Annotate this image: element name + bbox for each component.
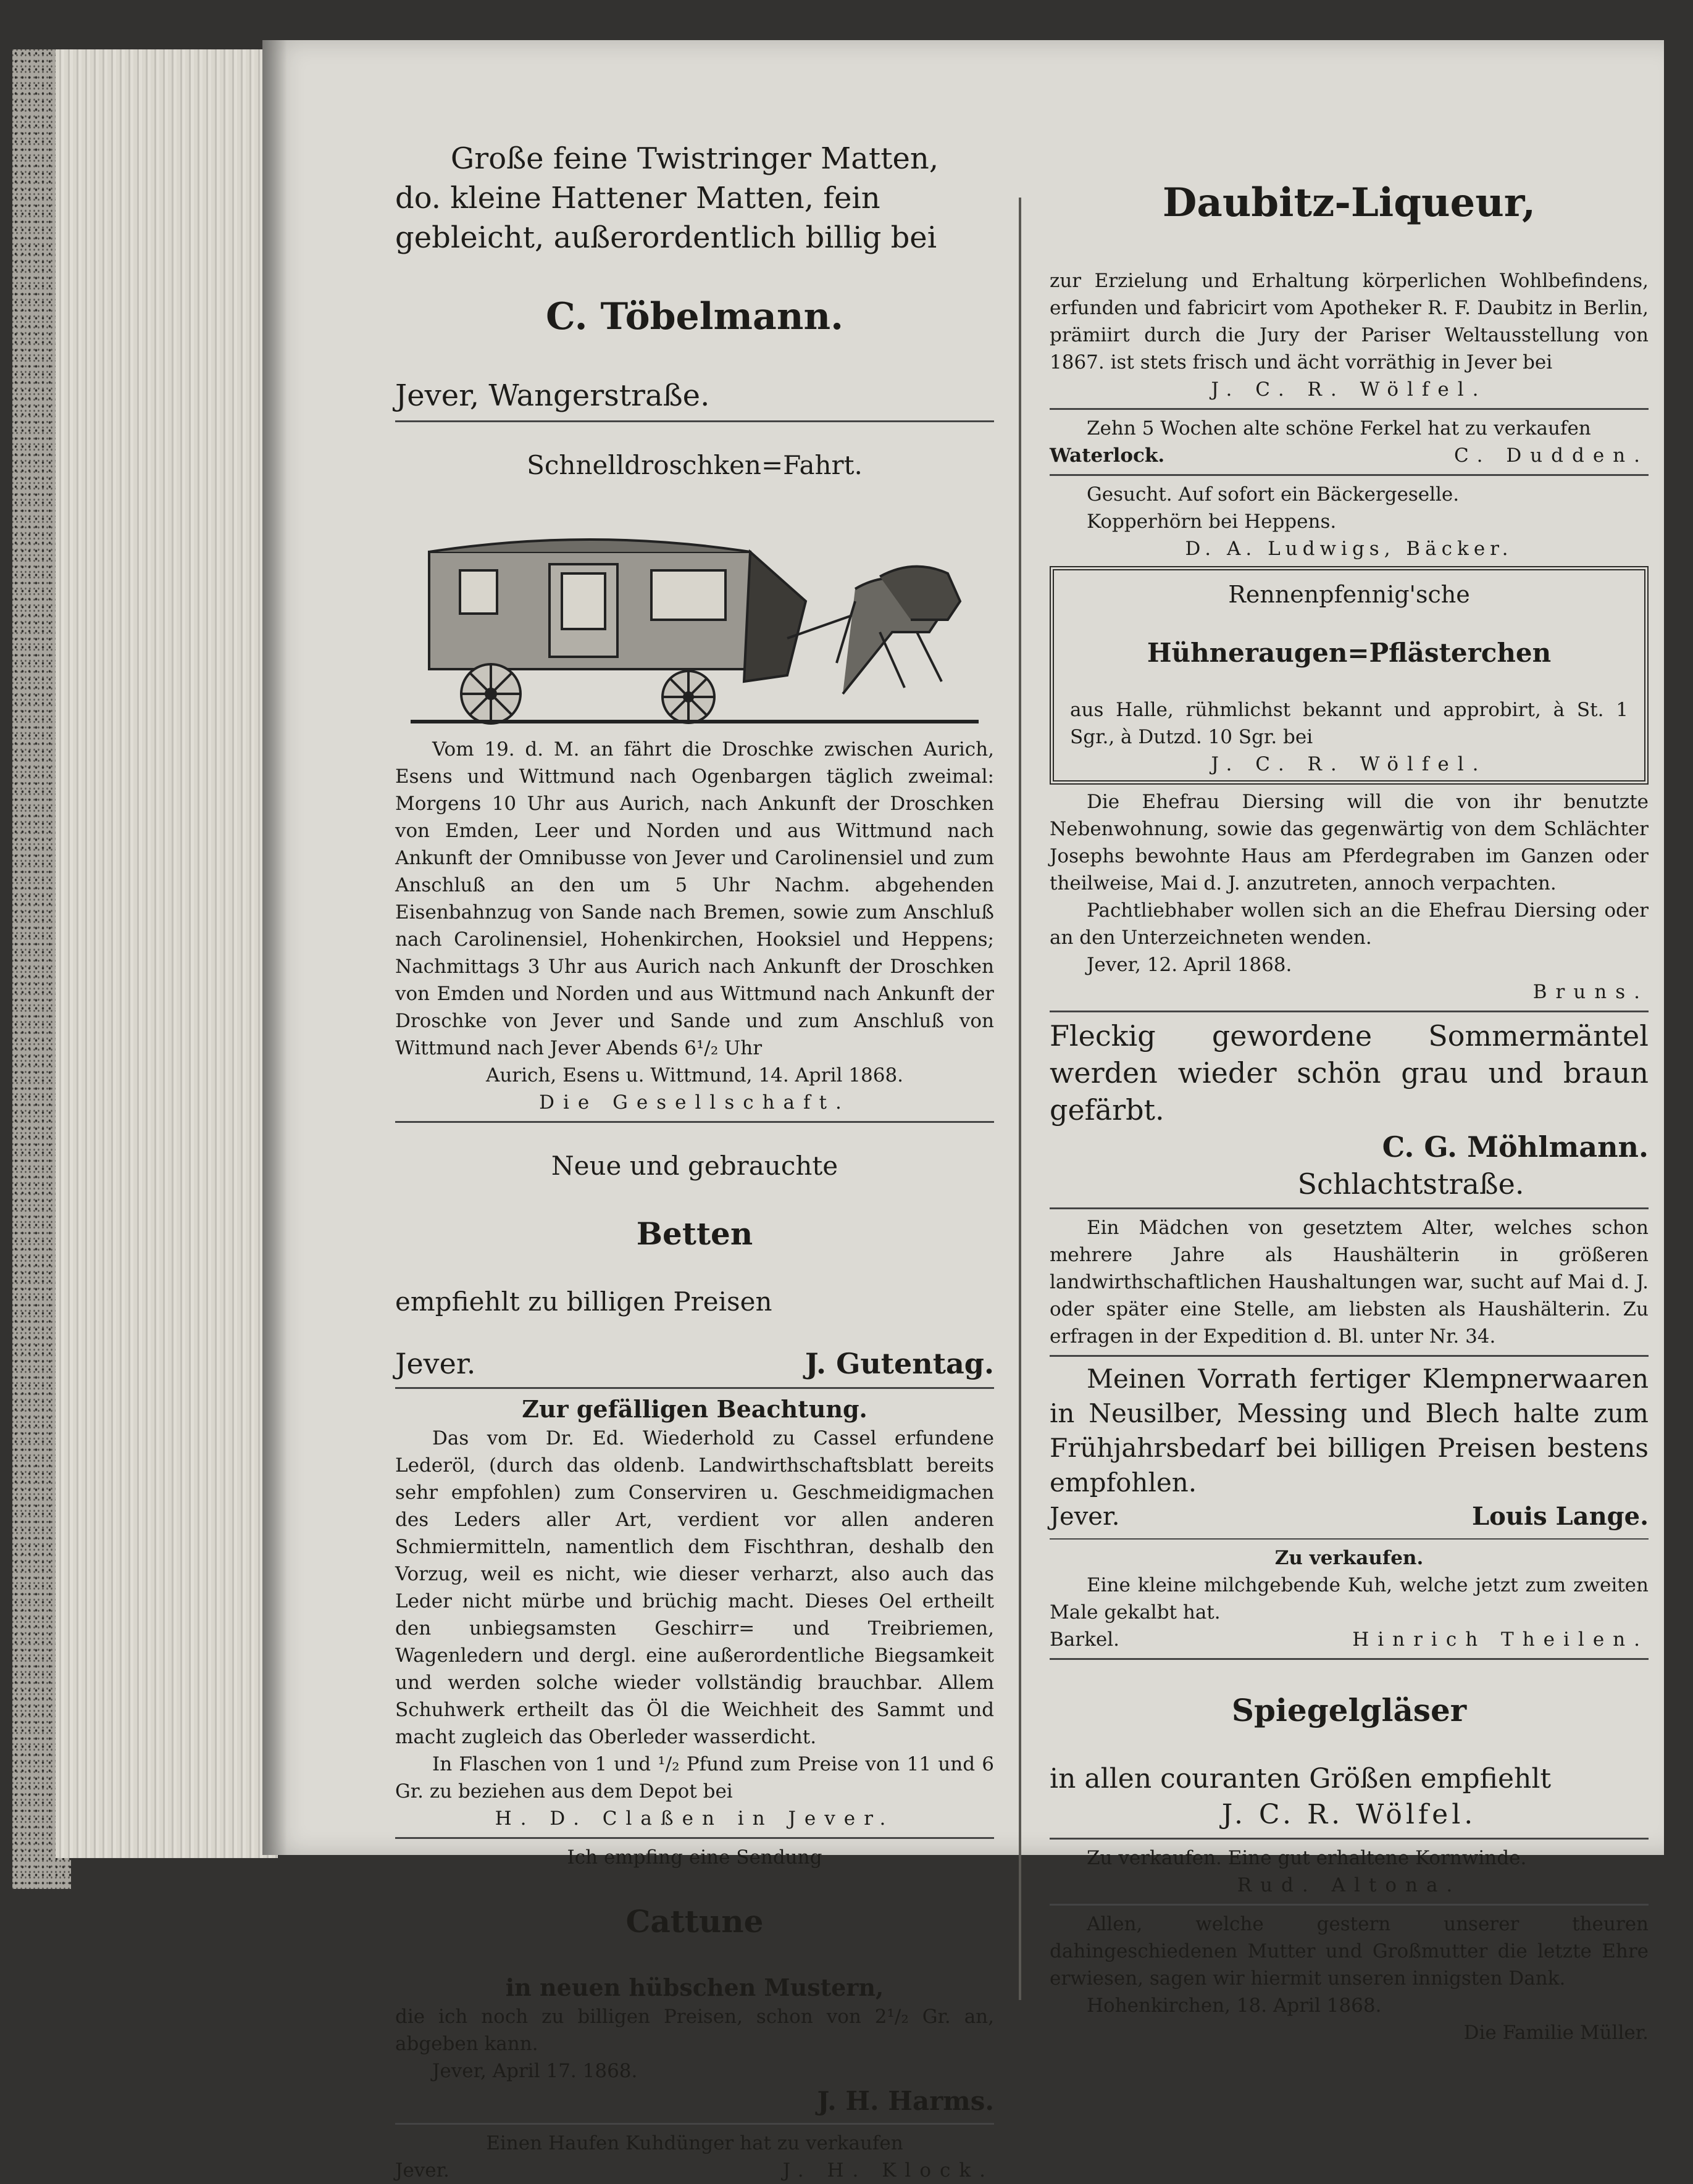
droschke-title: Schnelldroschken=Fahrt. — [527, 450, 863, 480]
kornwinde-signer: Rud. Altona. — [1237, 1874, 1461, 1896]
cattune-line-1: Ich empfing eine Sendung — [567, 1846, 822, 1869]
ad-spiegelglaeser — [1050, 1691, 1649, 1833]
right-column — [1050, 139, 1649, 2046]
ad-kuh — [1050, 1544, 1649, 1653]
diersing-signer: Bruns. — [1532, 981, 1649, 1003]
klempner-signature-row — [1050, 1500, 1649, 1533]
diersing-paragraph-1: Die Ehefrau Diersing will die von ihr benutzte Nebenwohnung, sowie das gegenwärtig von dem Schlächter Josephs bewohnte Haus am Pferdegraben im Ganzen oder theilweise, Mai d. J. anzutreten, annoch verpachten. — [1050, 791, 1649, 894]
ferkel-place: Waterlock. — [1050, 444, 1165, 467]
kuh-body: Eine kleine milchgebende Kuh, welche jetzt zum zweiten Male gekalbt hat. — [1050, 1574, 1649, 1623]
maedchen-body: Ein Mädchen von gesetztem Alter, welches schon mehrere Jahre als Haushälterin in größeren landwirthschaftlichen Haushaltungen war, sucht auf Mai d. J. oder später eine Stelle, am liebsten als Haushälterin. Zu erfragen in der Expedition d. Bl. unter Nr. 34. — [1050, 1217, 1649, 1348]
divider-rule — [395, 2123, 994, 2125]
lederoel-paragraph-2: In Flaschen von 1 und ¹/₂ Pfund zum Preise von 11 und 6 Gr. zu beziehen aus dem Depot bei — [395, 1753, 994, 1803]
klempner-place: Jever. — [1050, 1503, 1120, 1531]
ad-diersing — [1050, 788, 1649, 1006]
book-page-stack — [56, 49, 278, 1858]
ad-schnelldroschke — [395, 448, 994, 1116]
kuhduenger-line-1: Einen Haufen Kuhdünger hat zu verkaufen — [486, 2132, 903, 2154]
daubitz-body: zur Erzielung und Erhaltung körperlichen Wohlbefindens, erfunden und fabricirt vom Apotheker R. F. Daubitz in Berlin, prämiirt durch die Jury der Pariser Weltausstellung von 1867. ist stets frisch und ächt vorräthig in Jever bei — [1050, 270, 1649, 373]
kuh-signature-row — [1050, 1626, 1649, 1653]
spiegel-signer: J. C. R. Wölfel. — [1221, 1799, 1477, 1830]
faerber-body: Fleckig gewordene Sommermäntel werden wieder schön grau und braun gefärbt. — [1050, 1019, 1649, 1127]
dank-body: Allen, welche gestern unserer theuren dahingeschiedenen Mutter und Großmutter die letzte Ehre erwiesen, sagen wir hiermit unseren innigsten Dank. — [1050, 1913, 1649, 1990]
droschke-body: Vom 19. d. M. an fährt die Droschke zwischen Aurich, Esens und Wittmund nach Ogenbargen täglich zweimal: Morgens 10 Uhr aus Aurich, nach Ankunft der Droschken von Emden, Leer und Norden und aus Wittmund nach Ankunft der Omnibusse von Jever und Carolinensiel und zum Anschluß an den um 5 Uhr Nachm. abgehenden Eisenbahnzug von Sande nach Bremen, sowie zum Anschluß nach Carolinensiel, Hohenkirchen, Hooksiel und Heppens; Nachmittags 3 Uhr aus Aurich nach Ankunft der Droschken von Emden und Norden und aus Wittmund nach Ankunft der Droschke von Jever und Sande und zum Anschluß von Wittmund nach Jever Abends 6¹/₂ Uhr — [395, 738, 994, 1059]
gesucht-place: Kopperhörn bei Heppens. — [1087, 511, 1337, 533]
droschke-signer: Die Gesellschaft. — [539, 1091, 850, 1114]
cattune-line-3: in neuen hübschen Mustern, — [505, 1974, 884, 2001]
ad-ferkel — [1050, 415, 1649, 469]
betten-place: Jever. — [395, 1347, 476, 1380]
divider-rule — [395, 1837, 994, 1839]
betten-line-1: Neue und gebrauchte — [551, 1151, 838, 1181]
divider-rule — [395, 1121, 994, 1123]
gesucht-body: Gesucht. Auf sofort ein Bäckergeselle. — [1087, 483, 1460, 506]
kuhduenger-signer: J. H. Klock. — [782, 2159, 994, 2182]
ad-klempner — [1050, 1362, 1649, 1533]
kuhduenger-signature-row — [395, 2157, 994, 2184]
ad-danksagung — [1050, 1911, 1649, 2046]
ad-huehneraugen — [1050, 566, 1649, 785]
matten-line-1: Große feine Twistringer Matten, — [450, 141, 939, 176]
kuhduenger-place: Jever. — [395, 2159, 449, 2182]
ad-cattune — [395, 1844, 994, 2118]
droschke-dateline: Aurich, Esens u. Wittmund, 14. April 1868. — [485, 1064, 904, 1086]
betten-line-3: empfiehlt zu billigen Preisen — [395, 1286, 772, 1317]
divider-rule — [1050, 408, 1649, 410]
faerber-street: Schlachtstraße. — [1297, 1167, 1524, 1201]
ad-maedchen — [1050, 1214, 1649, 1350]
ferkel-body: Zehn 5 Wochen alte schöne Ferkel hat zu verkaufen — [1087, 417, 1591, 440]
betten-signer: J. Gutentag. — [805, 1347, 994, 1380]
ad-daubitz — [1050, 178, 1649, 403]
spiegel-body: in allen couranten Größen empfiehlt — [1050, 1763, 1552, 1794]
kuh-signer: Hinrich Theilen. — [1352, 1628, 1649, 1651]
matten-signer: C. Töbelmann. — [545, 295, 844, 338]
ad-kornwinde — [1050, 1844, 1649, 1899]
cattune-line-4: die ich noch zu billigen Preisen, schon von 2¹/₂ Gr. an, abgeben kann. — [395, 2006, 994, 2055]
cattune-line-2: Cattune — [625, 1903, 764, 1940]
klempner-signer: Louis Lange. — [1472, 1502, 1649, 1531]
lederoel-paragraph-1: Das vom Dr. Ed. Wiederhold zu Cassel erfundene Lederöl, (durch das oldenb. Landwirthschaftsblatt bereits sehr empfohlen) zum Conserviren u. Geschmeidigmachen des Leders aller Art, verdient vor allen anderen Schmiermitteln, namentlich dem Fischthran, deshalb den Vorzug, weil es nicht, wie dieser verharzt, also auch das Leder nicht mürbe und brüchig macht. Dieses Oel ertheilt den unbiegsamsten Geschirr= und Treibriemen, Wagenledern und dergl. eine außerordentliche Biegsamkeit und werden solche wieder vollständig brauchbar. Allem Schuhwerk ertheilt das Öl die Weichheit des Sammt und macht zugleich das Oberleder wasserdicht. — [395, 1427, 994, 1748]
diersing-dateline: Jever, 12. April 1868. — [1087, 954, 1292, 976]
faerber-signer: C. G. Möhlmann. — [1382, 1130, 1649, 1164]
divider-rule — [395, 420, 994, 422]
kuh-place: Barkel. — [1050, 1628, 1119, 1651]
ad-matten — [395, 139, 994, 415]
kuh-title: Zu verkaufen. — [1274, 1547, 1424, 1569]
dank-signer: Die Familie Müller. — [1463, 2022, 1649, 2044]
ad-lederoel — [395, 1394, 994, 1832]
spiegel-title: Spiegelgläser — [1231, 1692, 1467, 1728]
ad-kuhduenger — [395, 2130, 994, 2184]
divider-rule — [1050, 1838, 1649, 1840]
ad-gesucht — [1050, 481, 1649, 562]
dank-dateline: Hohenkirchen, 18. April 1868. — [1087, 1994, 1382, 2017]
divider-rule — [1050, 1011, 1649, 1012]
divider-rule — [1050, 1658, 1649, 1660]
divider-rule — [1050, 474, 1649, 476]
gutter-shadow — [262, 40, 287, 1855]
divider-rule — [1050, 1207, 1649, 1209]
divider-rule — [1050, 1904, 1649, 1906]
cattune-signer: J. H. Harms. — [817, 2086, 994, 2116]
hueh-body: aus Halle, rühmlichst bekannt und approbirt, à St. 1 Sgr., à Dutzd. 10 Sgr. bei — [1070, 699, 1628, 748]
lederoel-title: Zur gefälligen Beachtung. — [522, 1395, 867, 1423]
daubitz-title: Daubitz-Liqueur, — [1162, 180, 1536, 226]
matten-line-3: gebleicht, außerordentlich billig bei — [395, 220, 937, 255]
divider-rule — [395, 1387, 994, 1389]
daubitz-signer: J. C. R. Wölfel. — [1211, 378, 1487, 401]
lederoel-signer: H. D. Claßen in Jever. — [495, 1807, 895, 1830]
klempner-body: Meinen Vorrath fertiger Klempnerwaaren in Neusilber, Messing und Blech halte zum Frühjahrsbedarf bei billigen Preisen bestens empfohlen. — [1050, 1364, 1649, 1498]
ad-betten — [395, 1149, 994, 1382]
column-divider — [1019, 198, 1021, 2000]
betten-line-2: Betten — [636, 1215, 753, 1252]
hueh-line-1: Rennenpfennig'sche — [1228, 581, 1470, 608]
cattune-dateline: Jever, April 17. 1868. — [432, 2060, 638, 2082]
ferkel-signature-row — [1050, 442, 1649, 469]
divider-rule — [1050, 1355, 1649, 1357]
ferkel-signer: C. Dudden. — [1454, 444, 1649, 467]
divider-rule — [1050, 1538, 1649, 1540]
hueh-signer: J. C. R. Wölfel. — [1211, 753, 1487, 775]
carriage-illustration — [411, 509, 979, 731]
left-column — [395, 139, 994, 2184]
betten-signature-row — [395, 1345, 994, 1382]
matten-line-2: do. kleine Hattener Matten, fein — [395, 181, 880, 215]
matten-place: Jever, Wangerstraße. — [395, 378, 710, 413]
ad-faerber — [1050, 1017, 1649, 1202]
diersing-paragraph-2: Pachtliebhaber wollen sich an die Ehefrau Diersing oder an den Unterzeichneten wenden. — [1050, 899, 1649, 949]
gesucht-signer: D. A. Ludwigs, Bäcker. — [1185, 538, 1513, 560]
hueh-line-2: Hühneraugen=Pflästerchen — [1147, 638, 1552, 668]
kornwinde-body: Zu verkaufen. Eine gut erhaltene Kornwinde. — [1087, 1847, 1527, 1869]
